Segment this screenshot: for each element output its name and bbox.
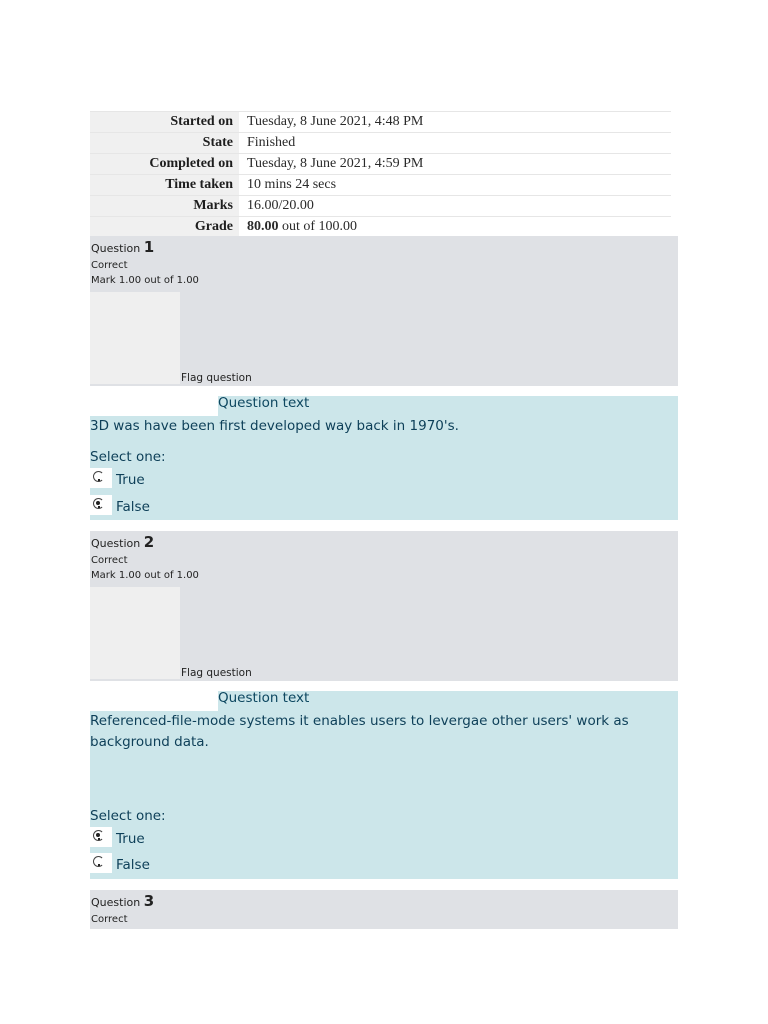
question-2-content: [90, 691, 678, 879]
summary-row-time-taken: [90, 174, 671, 195]
summary-row-started-on: [90, 111, 671, 132]
question-text: 3D was have been first developed way back in 1970's.: [90, 418, 459, 434]
summary-row-state: [90, 132, 671, 153]
option-false[interactable]: [90, 853, 150, 873]
option-label[interactable]: False: [116, 857, 150, 873]
summary-value: Tuesday, 8 June 2021, 4:59 PM: [247, 156, 424, 171]
question-grade: Mark 1.00 out of 1.00: [91, 275, 199, 286]
question-number: Question 2: [91, 533, 155, 551]
radio-button[interactable]: [90, 853, 112, 873]
question-1-content: [90, 396, 678, 520]
option-label[interactable]: False: [116, 499, 150, 515]
option-false[interactable]: [90, 495, 150, 515]
flag-question-link[interactable]: Flag question: [181, 667, 252, 679]
radio-button-selected[interactable]: [90, 495, 112, 515]
summary-label: Time taken: [90, 175, 239, 195]
info-spacer-box: [90, 587, 180, 679]
question-grade: Mark 1.00 out of 1.00: [91, 570, 199, 581]
summary-label: Completed on: [90, 154, 239, 174]
option-label[interactable]: True: [116, 472, 145, 488]
option-label[interactable]: True: [116, 831, 145, 847]
question-text-heading: Question text: [218, 395, 310, 411]
label-band: [90, 691, 218, 711]
summary-row-marks: [90, 195, 671, 216]
summary-value: Finished: [247, 135, 296, 150]
question-number: Question 1: [91, 238, 155, 256]
summary-value: [239, 217, 671, 236]
question-text-heading: Question text: [218, 690, 310, 706]
question-state: Correct: [91, 555, 128, 566]
option-true[interactable]: [90, 468, 145, 488]
summary-value: 10 mins 24 secs: [247, 177, 337, 192]
question-3-info: [90, 890, 678, 929]
question-number: Question 3: [91, 892, 155, 910]
question-state: Correct: [91, 260, 128, 271]
attempt-summary-table: [90, 111, 671, 237]
option-true[interactable]: [90, 827, 145, 847]
summary-value: 16.00/20.00: [247, 198, 314, 213]
grade-value: 80.00: [247, 219, 279, 234]
info-spacer-box: [90, 292, 180, 384]
question-state: Correct: [91, 914, 128, 925]
summary-label: Started on: [90, 112, 239, 132]
radio-button[interactable]: [90, 468, 112, 488]
summary-label: Marks: [90, 196, 239, 216]
question-1-info: [90, 236, 678, 386]
summary-row-grade: [90, 216, 671, 237]
label-band: [90, 396, 218, 416]
summary-label: State: [90, 133, 239, 153]
summary-row-completed-on: [90, 153, 671, 174]
grade-out-of: out of 100.00: [278, 219, 358, 234]
summary-value: Tuesday, 8 June 2021, 4:48 PM: [247, 114, 424, 129]
flag-question-link[interactable]: Flag question: [181, 372, 252, 384]
summary-label: Grade: [90, 217, 239, 236]
question-text: Referenced-file-mode systems it enables users to levergae other users' work as background data.: [90, 713, 629, 750]
radio-button-selected[interactable]: [90, 827, 112, 847]
select-one-prompt: Select one:: [90, 449, 166, 465]
question-2-info: [90, 531, 678, 681]
select-one-prompt: Select one:: [90, 808, 166, 824]
